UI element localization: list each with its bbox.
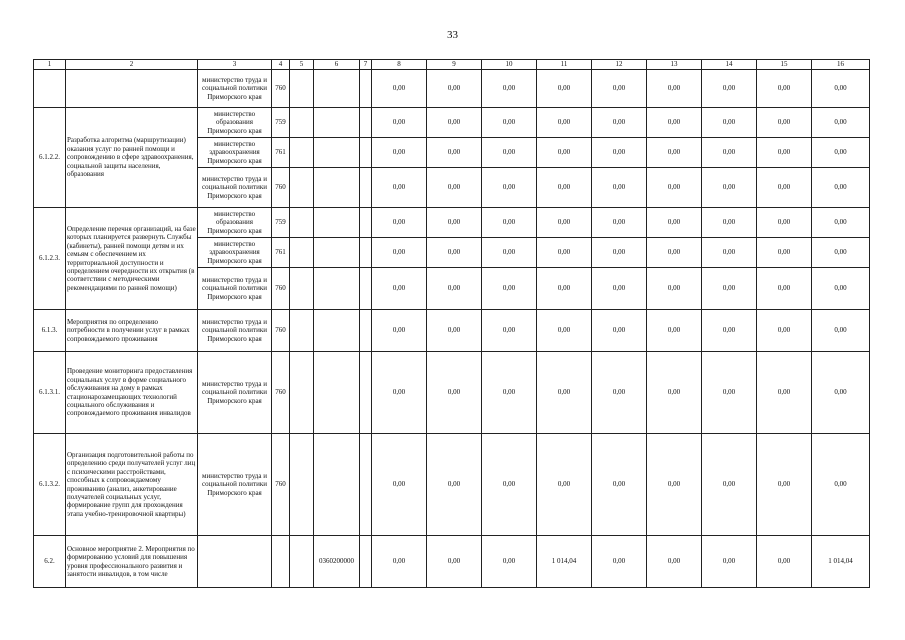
description-cell: Организация подготовительной работы по определению среди получателей услуг лиц с психическими расстройствами, способных к сопровождаемому проживанию (анализ, анкетирование получателей социальных услуг, формирование групп для прохождения этапа учебно-тренировочной квартиры) — [66, 434, 198, 536]
code-col-6-cell — [314, 352, 360, 434]
executor-cell: министерство труда и социальной политики Приморского края — [198, 70, 272, 108]
code-col-6-cell — [314, 70, 360, 108]
code-col-5-cell — [290, 208, 314, 238]
code-col-6-cell — [314, 108, 360, 138]
value-cell-col-8: 0,00 — [372, 238, 427, 268]
code-col-4-cell: 760 — [272, 352, 290, 434]
value-cell-col-12: 0,00 — [592, 208, 647, 238]
value-cell-col-12: 0,00 — [592, 70, 647, 108]
code-col-5-cell — [290, 138, 314, 168]
code-col-6-cell — [314, 268, 360, 310]
value-cell-col-16: 0,00 — [812, 108, 870, 138]
value-cell-col-9: 0,00 — [427, 352, 482, 434]
value-cell-col-9: 0,00 — [427, 434, 482, 536]
value-cell-col-10: 0,00 — [482, 536, 537, 588]
value-cell-col-14: 0,00 — [702, 138, 757, 168]
code-col-6-cell — [314, 310, 360, 352]
code-col-7-cell — [360, 536, 372, 588]
code-col-4-cell: 761 — [272, 238, 290, 268]
value-cell-col-9: 0,00 — [427, 70, 482, 108]
description-cell: Разработка алгоритма (маршрутизации) оказания услуг по ранней помощи и сопровождению в сфере здравоохранения, социальной защиты населения, образования — [66, 108, 198, 208]
table-row — [34, 70, 870, 108]
value-cell-col-15: 0,00 — [757, 268, 812, 310]
value-cell-col-8: 0,00 — [372, 208, 427, 238]
value-cell-col-16: 0,00 — [812, 168, 870, 208]
value-cell-col-12: 0,00 — [592, 138, 647, 168]
value-cell-col-8: 0,00 — [372, 108, 427, 138]
header-row — [34, 60, 870, 70]
description-cell: Мероприятия по определению потребности в получении услуг в рамках сопровождаемого проживания — [66, 310, 198, 352]
column-header-4: 4 — [272, 60, 290, 70]
executor-cell: министерство труда и социальной политики Приморского края — [198, 268, 272, 310]
value-cell-col-12: 0,00 — [592, 536, 647, 588]
row-number-cell: 6.1.2.3. — [34, 208, 66, 310]
value-cell-col-16: 0,00 — [812, 208, 870, 238]
value-cell-col-14: 0,00 — [702, 268, 757, 310]
column-header-10: 10 — [482, 60, 537, 70]
value-cell-col-8: 0,00 — [372, 352, 427, 434]
value-cell-col-11: 0,00 — [537, 108, 592, 138]
code-col-7-cell — [360, 108, 372, 138]
code-col-4-cell: 759 — [272, 208, 290, 238]
description-cell: Определение перечня организаций, на базе которых планируется развернуть Службы (кабинеты), ранней помощи детям и их семьям с обеспечением их территориальной доступности и определением очередности их открытия (в соответствии с методическими рекомендациями по ранней помощи) — [66, 208, 198, 310]
value-cell-col-11: 0,00 — [537, 138, 592, 168]
executor-cell: министерство труда и социальной политики Приморского края — [198, 434, 272, 536]
code-col-4-cell: 760 — [272, 310, 290, 352]
value-cell-col-14: 0,00 — [702, 352, 757, 434]
value-cell-col-15: 0,00 — [757, 70, 812, 108]
table-row — [34, 434, 870, 536]
column-header-14: 14 — [702, 60, 757, 70]
code-col-7-cell — [360, 70, 372, 108]
code-col-5-cell — [290, 310, 314, 352]
code-col-4-cell — [272, 536, 290, 588]
row-number-cell: 6.1.3.2. — [34, 434, 66, 536]
value-cell-col-13: 0,00 — [647, 70, 702, 108]
value-cell-col-16: 0,00 — [812, 310, 870, 352]
code-col-6-cell — [314, 434, 360, 536]
value-cell-col-13: 0,00 — [647, 208, 702, 238]
value-cell-col-13: 0,00 — [647, 168, 702, 208]
code-col-5-cell — [290, 238, 314, 268]
code-col-7-cell — [360, 138, 372, 168]
budget-table — [33, 59, 870, 588]
code-col-5-cell — [290, 70, 314, 108]
row-number-cell — [34, 70, 66, 108]
executor-cell: министерство труда и социальной политики Приморского края — [198, 310, 272, 352]
value-cell-col-11: 0,00 — [537, 352, 592, 434]
value-cell-col-9: 0,00 — [427, 310, 482, 352]
value-cell-col-13: 0,00 — [647, 138, 702, 168]
executor-cell: министерство здравоохранения Приморского края — [198, 138, 272, 168]
executor-cell — [198, 536, 272, 588]
value-cell-col-14: 0,00 — [702, 536, 757, 588]
value-cell-col-10: 0,00 — [482, 70, 537, 108]
value-cell-col-10: 0,00 — [482, 208, 537, 238]
value-cell-col-11: 0,00 — [537, 238, 592, 268]
value-cell-col-11: 0,00 — [537, 70, 592, 108]
table-row — [34, 208, 870, 238]
value-cell-col-15: 0,00 — [757, 434, 812, 536]
table-row — [34, 310, 870, 352]
table-row — [34, 108, 870, 138]
value-cell-col-13: 0,00 — [647, 310, 702, 352]
value-cell-col-13: 0,00 — [647, 434, 702, 536]
column-header-2: 2 — [66, 60, 198, 70]
value-cell-col-14: 0,00 — [702, 238, 757, 268]
value-cell-col-15: 0,00 — [757, 168, 812, 208]
code-col-7-cell — [360, 238, 372, 268]
value-cell-col-10: 0,00 — [482, 352, 537, 434]
description-cell: Проведение мониторинга предоставления социальных услуг в форме социального обслуживания на дому в рамках стационарозамещающих технологий социального обслуживания и сопровождаемого проживания инвалидов — [66, 352, 198, 434]
executor-cell: министерство труда и социальной политики Приморского края — [198, 168, 272, 208]
value-cell-col-10: 0,00 — [482, 138, 537, 168]
code-col-5-cell — [290, 108, 314, 138]
column-header-3: 3 — [198, 60, 272, 70]
value-cell-col-12: 0,00 — [592, 310, 647, 352]
code-col-4-cell: 761 — [272, 138, 290, 168]
value-cell-col-16: 0,00 — [812, 238, 870, 268]
value-cell-col-10: 0,00 — [482, 108, 537, 138]
code-col-5-cell — [290, 434, 314, 536]
column-header-11: 11 — [537, 60, 592, 70]
column-header-13: 13 — [647, 60, 702, 70]
value-cell-col-9: 0,00 — [427, 536, 482, 588]
executor-cell: министерство труда и социальной политики Приморского края — [198, 352, 272, 434]
code-col-4-cell: 760 — [272, 70, 290, 108]
value-cell-col-16: 1 014,04 — [812, 536, 870, 588]
value-cell-col-14: 0,00 — [702, 168, 757, 208]
code-col-5-cell — [290, 168, 314, 208]
value-cell-col-14: 0,00 — [702, 310, 757, 352]
description-cell — [66, 70, 198, 108]
value-cell-col-15: 0,00 — [757, 208, 812, 238]
value-cell-col-16: 0,00 — [812, 138, 870, 168]
code-col-6-cell — [314, 138, 360, 168]
value-cell-col-13: 0,00 — [647, 352, 702, 434]
value-cell-col-8: 0,00 — [372, 70, 427, 108]
column-header-9: 9 — [427, 60, 482, 70]
code-col-6-cell: 0360200000 — [314, 536, 360, 588]
value-cell-col-15: 0,00 — [757, 352, 812, 434]
code-col-5-cell — [290, 352, 314, 434]
value-cell-col-9: 0,00 — [427, 168, 482, 208]
column-header-5: 5 — [290, 60, 314, 70]
value-cell-col-8: 0,00 — [372, 434, 427, 536]
column-header-16: 16 — [812, 60, 870, 70]
value-cell-col-12: 0,00 — [592, 434, 647, 536]
value-cell-col-14: 0,00 — [702, 434, 757, 536]
code-col-6-cell — [314, 208, 360, 238]
column-header-8: 8 — [372, 60, 427, 70]
value-cell-col-10: 0,00 — [482, 268, 537, 310]
code-col-5-cell — [290, 268, 314, 310]
value-cell-col-8: 0,00 — [372, 168, 427, 208]
table-body — [34, 70, 870, 588]
value-cell-col-13: 0,00 — [647, 268, 702, 310]
value-cell-col-16: 0,00 — [812, 268, 870, 310]
code-col-7-cell — [360, 352, 372, 434]
code-col-5-cell — [290, 536, 314, 588]
code-col-4-cell: 760 — [272, 168, 290, 208]
value-cell-col-16: 0,00 — [812, 352, 870, 434]
column-header-7: 7 — [360, 60, 372, 70]
value-cell-col-11: 0,00 — [537, 268, 592, 310]
value-cell-col-12: 0,00 — [592, 268, 647, 310]
code-col-7-cell — [360, 268, 372, 310]
value-cell-col-15: 0,00 — [757, 536, 812, 588]
value-cell-col-11: 0,00 — [537, 310, 592, 352]
value-cell-col-11: 1 014,04 — [537, 536, 592, 588]
code-col-6-cell — [314, 238, 360, 268]
value-cell-col-14: 0,00 — [702, 208, 757, 238]
value-cell-col-12: 0,00 — [592, 238, 647, 268]
value-cell-col-10: 0,00 — [482, 168, 537, 208]
value-cell-col-8: 0,00 — [372, 536, 427, 588]
column-header-6: 6 — [314, 60, 360, 70]
value-cell-col-9: 0,00 — [427, 108, 482, 138]
value-cell-col-15: 0,00 — [757, 238, 812, 268]
value-cell-col-13: 0,00 — [647, 536, 702, 588]
value-cell-col-15: 0,00 — [757, 310, 812, 352]
value-cell-col-15: 0,00 — [757, 138, 812, 168]
value-cell-col-8: 0,00 — [372, 268, 427, 310]
column-header-12: 12 — [592, 60, 647, 70]
value-cell-col-11: 0,00 — [537, 434, 592, 536]
code-col-6-cell — [314, 168, 360, 208]
code-col-4-cell: 759 — [272, 108, 290, 138]
column-header-1: 1 — [34, 60, 66, 70]
value-cell-col-12: 0,00 — [592, 168, 647, 208]
code-col-4-cell: 760 — [272, 434, 290, 536]
value-cell-col-9: 0,00 — [427, 208, 482, 238]
executor-cell: министерство образования Приморского края — [198, 108, 272, 138]
value-cell-col-12: 0,00 — [592, 108, 647, 138]
value-cell-col-14: 0,00 — [702, 108, 757, 138]
value-cell-col-8: 0,00 — [372, 310, 427, 352]
table-row — [34, 536, 870, 588]
value-cell-col-15: 0,00 — [757, 108, 812, 138]
value-cell-col-13: 0,00 — [647, 238, 702, 268]
table-row — [34, 352, 870, 434]
value-cell-col-12: 0,00 — [592, 352, 647, 434]
value-cell-col-16: 0,00 — [812, 434, 870, 536]
code-col-4-cell: 760 — [272, 268, 290, 310]
code-col-7-cell — [360, 434, 372, 536]
value-cell-col-9: 0,00 — [427, 238, 482, 268]
value-cell-col-8: 0,00 — [372, 138, 427, 168]
value-cell-col-13: 0,00 — [647, 108, 702, 138]
page-number: 33 — [447, 29, 458, 41]
value-cell-col-10: 0,00 — [482, 434, 537, 536]
value-cell-col-10: 0,00 — [482, 310, 537, 352]
value-cell-col-11: 0,00 — [537, 168, 592, 208]
executor-cell: министерство здравоохранения Приморского края — [198, 238, 272, 268]
value-cell-col-10: 0,00 — [482, 238, 537, 268]
value-cell-col-9: 0,00 — [427, 138, 482, 168]
value-cell-col-9: 0,00 — [427, 268, 482, 310]
column-header-15: 15 — [757, 60, 812, 70]
value-cell-col-11: 0,00 — [537, 208, 592, 238]
row-number-cell: 6.1.2.2. — [34, 108, 66, 208]
code-col-7-cell — [360, 208, 372, 238]
executor-cell: министерство образования Приморского края — [198, 208, 272, 238]
description-cell: Основное мероприятие 2. Мероприятия по формированию условий для повышения уровня профессионального развития и занятости инвалидов, в том числе — [66, 536, 198, 588]
code-col-7-cell — [360, 310, 372, 352]
row-number-cell: 6.2. — [34, 536, 66, 588]
row-number-cell: 6.1.3. — [34, 310, 66, 352]
value-cell-col-14: 0,00 — [702, 70, 757, 108]
value-cell-col-16: 0,00 — [812, 70, 870, 108]
row-number-cell: 6.1.3.1. — [34, 352, 66, 434]
code-col-7-cell — [360, 168, 372, 208]
